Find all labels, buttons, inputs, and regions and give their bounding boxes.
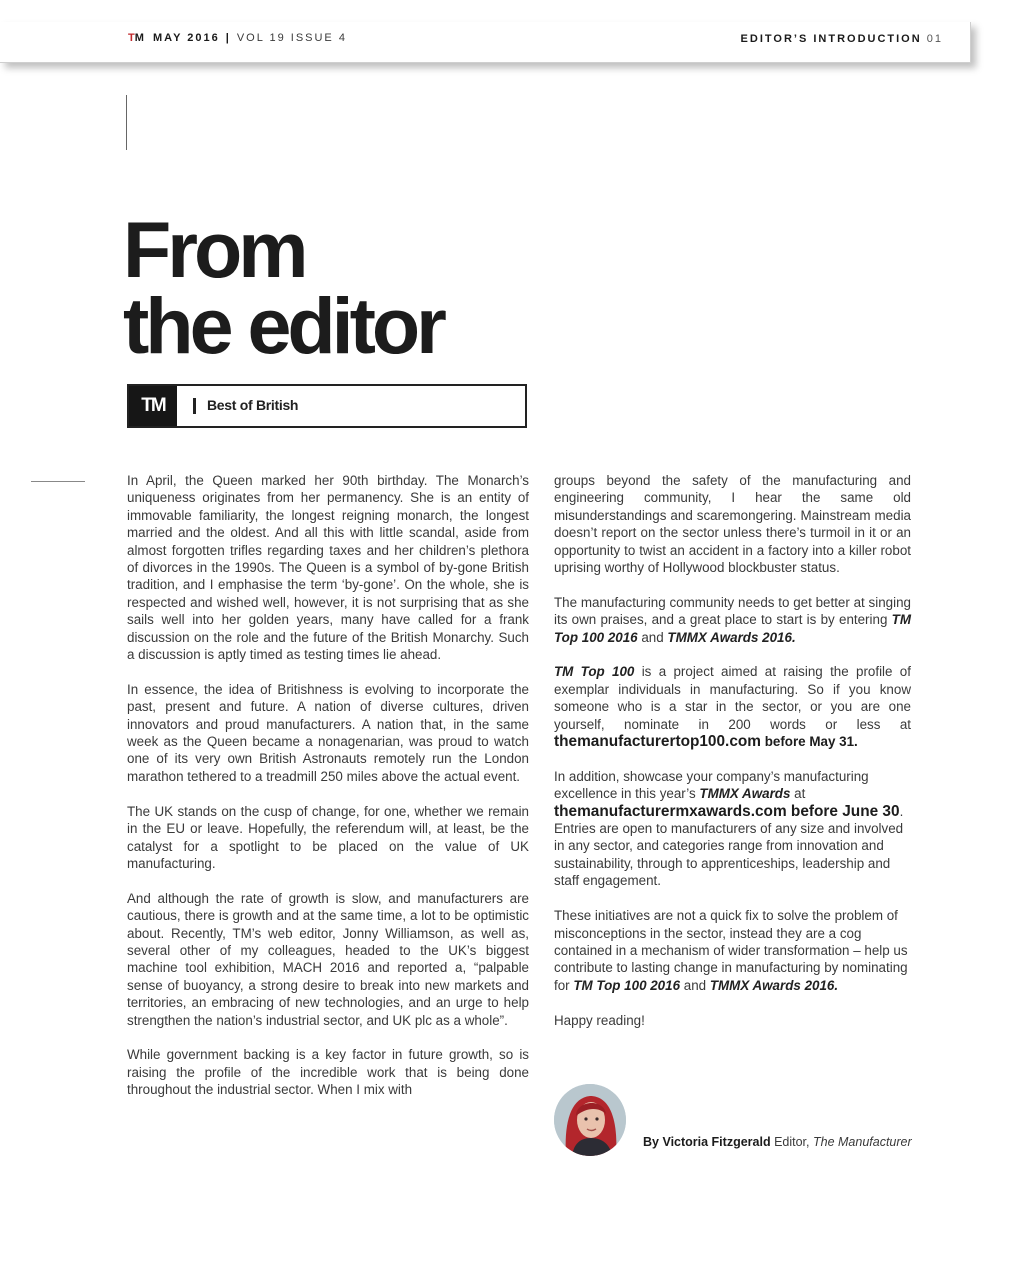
editor-portrait-icon	[554, 1084, 626, 1156]
paragraph: groups beyond the safety of the manufacturing and engineering community, I hear the same old misunderstandings and scaremongering. Mainstream media doesn’t report on the sector unless there’s turmoil in it or an opportunity to twist an accident in a factory into a killer robot uprising worthy of Hollywood blockbuster status.	[554, 473, 911, 576]
decorative-horizontal-rule	[31, 481, 85, 482]
article-left-column	[127, 472, 529, 1116]
issue-volume: VOL 19 ISSUE 4	[236, 32, 347, 44]
paragraph	[554, 907, 911, 994]
tmmx-awards-mention: TMMX Awards	[699, 786, 791, 802]
text-run: The manufacturing community needs to get better at singing its own praises, and a great place to start is by entering	[554, 594, 911, 628]
paragraph	[554, 663, 911, 750]
top100-url: themanufacturertop100.com	[554, 733, 761, 751]
text-run: . Entries are open to manufacturers of any size and involved in any sector, and categories range from innovation and sustainability, through to apprenticeships, leadership and staff engagement.	[554, 803, 904, 889]
text-run: and	[680, 977, 710, 993]
paragraph: The UK stands on the cusp of change, for one, whether we remain in the EU or leave. Hopefully, the referendum will, at least, be the catalyst for a spotlight to be placed on the value of UK manufacturing.	[127, 803, 529, 871]
mxawards-url: themanufacturermxawards.com before June 30	[554, 802, 900, 820]
text-run: at	[790, 786, 806, 802]
tm-top-100-mention: TM Top 100	[554, 664, 635, 680]
paragraph: And although the rate of growth is slow, and manufacturers are cautious, there is growth and at the same time, a lot to be optimistic about. Recently, TM’s web editor, Jonny Williamson, as well as, several other of my colleagues, headed to the UK’s biggest machine tool exhibition, MACH 2016 and reported a, “palpable sense of buoyancy, a strong desire to break into new markets and territories, an embracing of new technologies, and an urge to help strengthen the nation’s industrial sector, and UK plc as a whole”.	[127, 890, 529, 1028]
paragraph: In April, the Queen marked her 90th birthday. The Monarch’s uniqueness originates from her permanency. She is an entity of immovable familiarity, the longest reigning monarch, the longest married and the oldest. And all this with little scandal, aside from almost forgotten trifles regarding taxes and her children’s plethora of divorces in the 1990s. The Queen is a symbol of by-gone British tradition, and I emphasise the term ‘by-gone’. On the whole, she is respected and wished well, however, it is not surprising that as she sails well into her golden years, many have called for a frank discussion on the role and the future of the British Monarchy. Such a discussion is aptly timed as testing times lie ahead.	[127, 473, 529, 663]
text-run: is a project aimed at raising the profile of exemplar individuals in manufacturing. So if you know someone who is a star in the sector, or you are one yourself, nominate in 200 words or less at	[554, 664, 911, 732]
deadline-text: before May 31.	[760, 734, 858, 750]
author-name: By Victoria Fitzgerald	[643, 1135, 771, 1149]
tm-logo	[128, 32, 144, 44]
paragraph	[554, 594, 911, 646]
header-issue-info	[128, 32, 347, 44]
tmmx-awards-mention: TMMX Awards 2016.	[667, 629, 796, 645]
text-run: In addition, showcase your company’s manufacturing excellence in this year’s	[554, 768, 869, 802]
paragraph: In essence, the idea of Britishness is evolving to incorporate the past, present and future. A nation of diverse cultures, driven innovators and proud manufacturers. A nation that, in the same week as the Queen became a nonagenarian, was proud to watch one of its very own British Astronauts remotely run the London marathon tethered to a treadmill 250 miles above the actual event.	[127, 681, 529, 784]
sign-off: Happy reading!	[554, 1012, 645, 1028]
tm-top-100-mention: TM Top 100 2016	[554, 612, 911, 645]
text-run: and	[637, 629, 668, 645]
paragraph	[554, 768, 911, 890]
author-byline	[643, 1135, 912, 1149]
section-label: Best of British	[207, 397, 299, 413]
page-header	[0, 22, 971, 63]
paragraph: While government backing is a key factor in future growth, so is raising the profile of the incredible work that is being done throughout the industrial sector. When I mix with	[127, 1047, 529, 1098]
tmmx-awards-mention: TMMX Awards 2016.	[709, 977, 839, 993]
tm-section-logo: TM	[129, 386, 177, 426]
logo-m: M	[134, 32, 144, 44]
article-right-column	[554, 472, 911, 1046]
section-name: EDITOR’S INTRODUCTION	[740, 33, 922, 45]
header-separator: |	[225, 32, 231, 44]
publication-name: The Manufacturer	[812, 1135, 912, 1149]
editor-avatar	[554, 1084, 626, 1156]
tm-top-100-mention: TM Top 100 2016	[573, 977, 681, 993]
page-title: From the editor	[123, 205, 443, 370]
page-number: 01	[926, 33, 943, 45]
author-role: Editor,	[770, 1135, 813, 1149]
text-run: These initiatives are not a quick fix to solve the problem of misconceptions in the sector, instead they are a cog contained in a mechanism of wider transformation – help us contribute to lasting change in manufacturing by nominating for	[554, 908, 908, 993]
decorative-vertical-rule	[126, 95, 127, 150]
section-bar-divider	[193, 398, 196, 414]
issue-date: MAY 2016	[152, 32, 220, 44]
header-section-info	[741, 33, 943, 45]
logo-t: T	[128, 32, 135, 44]
section-banner	[127, 384, 527, 428]
